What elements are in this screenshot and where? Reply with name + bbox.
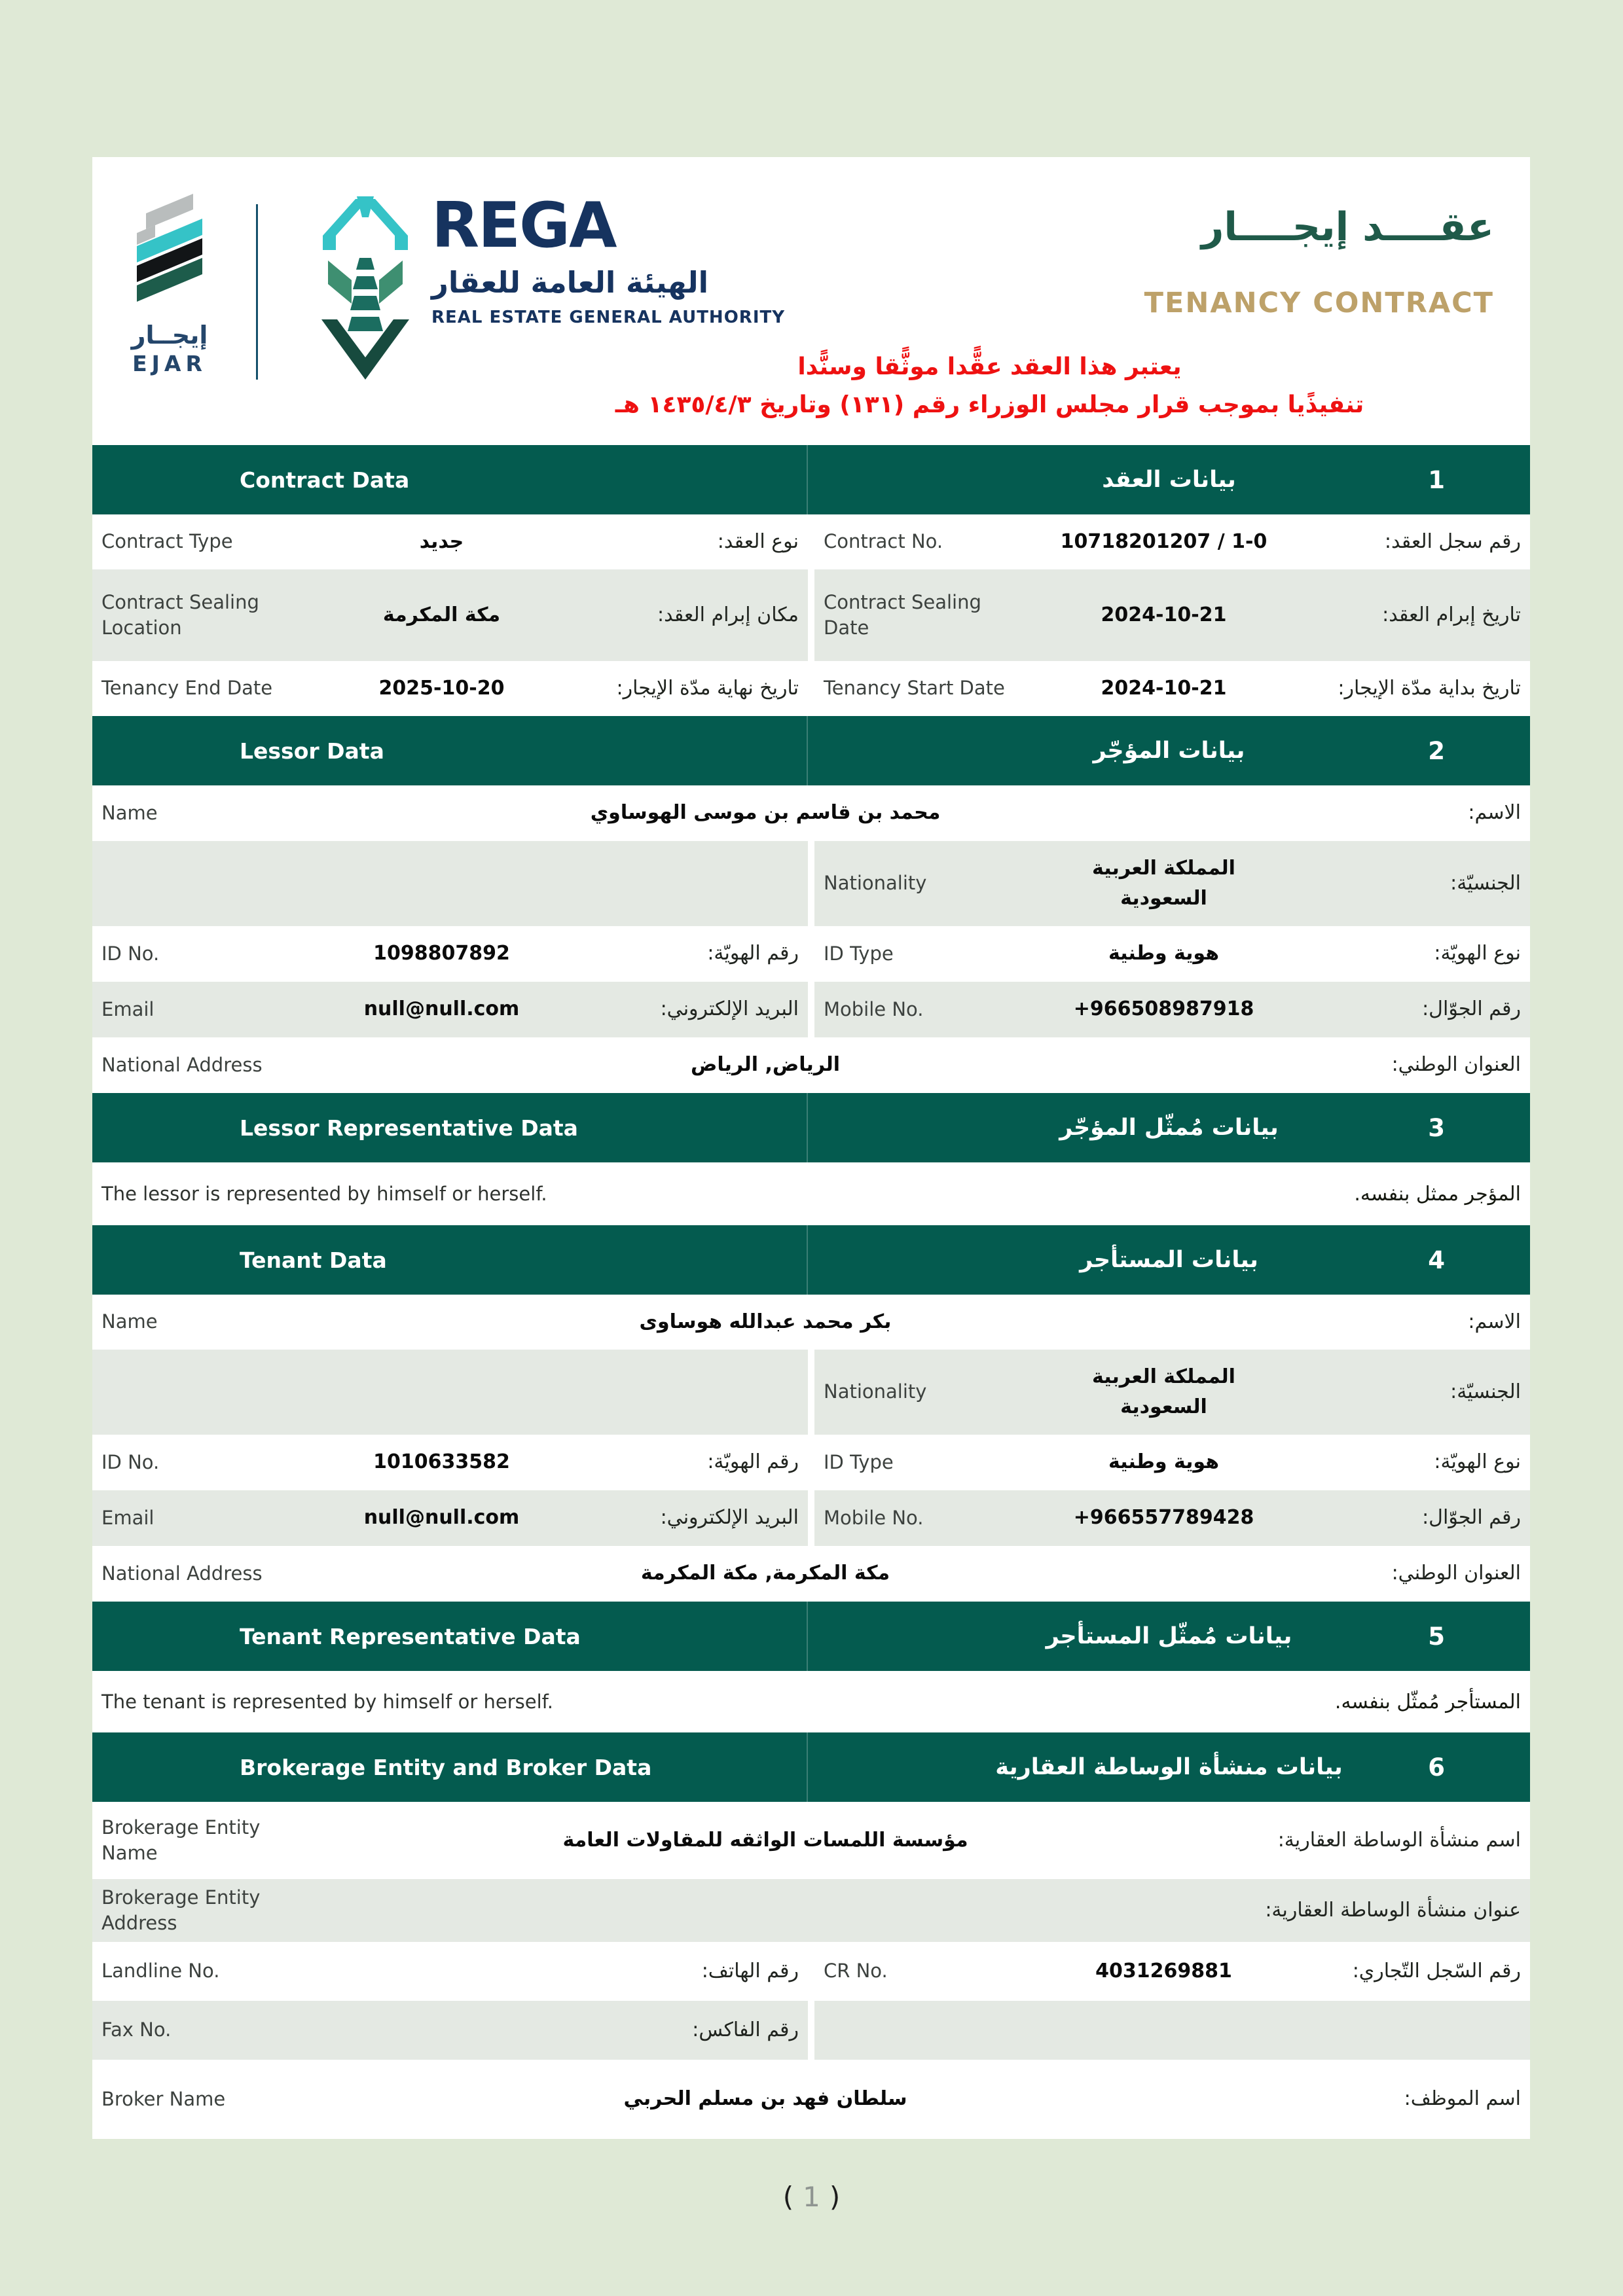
row-brokerage-entity-name [92,1802,1530,1879]
value-lessor-email: null@null.com [363,997,520,1021]
legal-notice-line2: تنفيذًيا بموجب قرار مجلس الوزراء رقم (١٣١) وتاريخ ١٤٣٥/٤/٣ هـ [615,391,1364,418]
label-lessor-address-ar: العنوان الوطني: [1391,1053,1521,1077]
value-tenant-email: null@null.com [363,1506,520,1530]
label-contract-type-ar: نوع العقد: [717,529,799,553]
section-header-tenant-data [92,1225,1530,1295]
section-header-contract-data [92,445,1530,514]
section-number: 3 [1428,1113,1445,1142]
legal-notice-line1: يعتبر هذا العقد عقًّدا موثًّقا وسنًّدا [797,353,1182,380]
section-title-ar: بيانات منشأة الوساطة العقارية [995,1754,1343,1780]
ejar-logo [124,191,215,376]
section-title-ar: بيانات مُمثّل المستأجر [1046,1623,1292,1649]
lessor-rep-note-en: The lessor is represented by himself or herself. [101,1183,547,1205]
row-lessor-contact [92,982,1530,1037]
label-landline-en: Landline No. [101,1960,220,1982]
label-lessor-idno-en: ID No. [101,942,160,965]
label-crno-ar: رقم السّجل التّجاري: [1352,1959,1521,1982]
row-fax [92,2001,1530,2060]
label-broker-name-ar: اسم الموظف: [1404,2087,1521,2111]
value-contract-type: جديد [419,529,464,553]
section-number: 2 [1428,736,1445,765]
label-start-date-en: Tenancy Start Date [824,677,1005,700]
row-broker-name [92,2060,1530,2139]
value-tenant-mobile: +966557789428 [1073,1506,1254,1530]
document-titles [1144,204,1494,319]
label-crno-en: CR No. [824,1960,888,1982]
label-lessor-email-en: Email [101,997,155,1020]
section-title-en: Brokerage Entity and Broker Data [240,1754,652,1780]
row-lessor-national-address [92,1037,1530,1093]
label-tenant-email-ar: البريد الإلكتروني: [660,1506,799,1530]
label-broker-name-en: Broker Name [101,2087,226,2110]
value-tenant-idtype: هوية وطنية [1108,1450,1220,1474]
label-lessor-mobile-en: Mobile No. [824,997,924,1020]
value-end-date: 2025-10-20 [378,676,505,700]
label-fax-ar: رقم الفاكس: [692,2018,799,2041]
value-contract-no: 10718201207 / 1-0 [1060,529,1267,553]
label-lessor-idno-ar: رقم الهويّة: [707,942,799,965]
row-tenant-representative-note [92,1671,1530,1732]
value-lessor-name: محمد بن قاسم بن موسى الهوساوي [590,801,941,825]
value-lessor-address: الرياض, الرياض [690,1053,841,1077]
label-lessor-name-ar: الاسم: [1468,801,1521,825]
row-contract-sealing [92,569,1530,661]
row-tenant-name [92,1295,1530,1350]
page-footer [0,2181,1623,2213]
label-tenant-idno-en: ID No. [101,1450,160,1473]
label-brokerage-address-en: Brokerage Entity Address [101,1886,261,1934]
rega-logo-arabic: الهيئة العامة للعقار [431,265,709,300]
row-lessor-nationality [92,841,1530,926]
rega-logo-latin: REGA [431,190,616,262]
row-contract-type-no [92,514,1530,569]
page-number: 1 [803,2181,820,2213]
value-lessor-idno: 1098807892 [373,942,510,965]
value-lessor-nationality: المملكة العربية السعودية [1092,856,1235,910]
value-broker-name: سلطان فهد بن مسلم الحربي [623,2087,907,2111]
row-tenant-id [92,1435,1530,1490]
value-lessor-mobile: +966508987918 [1073,997,1254,1021]
row-lessor-id [92,926,1530,982]
document-header [92,157,1530,445]
label-tenant-nationality-en: Nationality [824,1380,927,1403]
label-contract-no-en: Contract No. [824,530,943,553]
label-brokerage-name-en: Brokerage Entity Name [101,1816,261,1864]
section-title-en: Tenant Representative Data [240,1623,581,1649]
label-lessor-nationality-en: Nationality [824,872,927,895]
label-tenant-email-en: Email [101,1506,155,1529]
label-lessor-name-en: Name [101,801,158,824]
section-title-ar: بيانات المؤجّر [1093,738,1245,764]
value-brokerage-name: مؤسسة اللمسات الواثقه للمقاولات العامة [562,1828,968,1852]
section-header-tenant-representative [92,1602,1530,1671]
label-lessor-address-en: National Address [101,1053,263,1076]
label-tenant-idtype-ar: نوع الهويّة: [1434,1450,1521,1474]
section-number: 5 [1428,1622,1445,1651]
section-number: 1 [1428,465,1445,494]
legal-notice [485,348,1494,424]
label-landline-ar: رقم الهاتف: [701,1959,799,1982]
value-lessor-idtype: هوية وطنية [1108,942,1220,965]
label-brokerage-address-ar: عنوان منشأة الوساطة العقارية: [1265,1898,1521,1922]
value-tenant-address: مكة المكرمة, مكة المكرمة [640,1562,890,1585]
value-tenant-idno: 1010633582 [373,1450,510,1474]
label-lessor-idtype-en: ID Type [824,942,894,965]
section-title-en: Tenant Data [240,1247,387,1273]
label-sealing-date-ar: تاريخ إبرام العقد: [1382,603,1521,626]
section-title-ar: بيانات المستأجر [1080,1247,1258,1273]
section-title-en: Lessor Representative Data [240,1115,578,1141]
value-crno: 4031269881 [1095,1959,1232,1982]
label-lessor-email-ar: البريد الإلكتروني: [660,997,799,1021]
section-number: 6 [1428,1753,1445,1782]
label-tenant-mobile-ar: رقم الجوّال: [1422,1506,1521,1530]
label-end-date-en: Tenancy End Date [101,677,273,700]
label-fax-en: Fax No. [101,2018,172,2041]
label-lessor-mobile-ar: رقم الجوّال: [1422,997,1521,1021]
section-number: 4 [1428,1246,1445,1274]
document-title-english: TENANCY CONTRACT [1144,287,1494,319]
row-tenant-national-address [92,1546,1530,1602]
value-sealing-location: مكة المكرمة [382,603,501,626]
value-tenant-nationality: المملكة العربية السعودية [1092,1365,1235,1418]
section-title-en: Lessor Data [240,738,384,764]
document-title-arabic: عقــــد إيجــــار [1201,204,1494,250]
ejar-logo-latin: EJAR [132,351,207,376]
lessor-rep-note-ar: المؤجر ممثل بنفسه. [1354,1182,1521,1206]
rega-logo-subtitle: REAL ESTATE GENERAL AUTHORITY [431,308,786,327]
label-contract-type-en: Contract Type [101,530,233,553]
ejar-logo-icon [133,191,206,314]
ejar-logo-arabic: إيجــار [131,321,208,350]
value-sealing-date: 2024-10-21 [1101,603,1227,626]
logo-separator [256,204,258,380]
label-tenant-idtype-en: ID Type [824,1450,894,1473]
section-title-en: Contract Data [240,467,410,493]
section-title-ar: بيانات العقد [1102,467,1236,493]
row-tenant-contact [92,1490,1530,1546]
label-tenant-name-en: Name [101,1310,158,1333]
section-header-brokerage [92,1732,1530,1802]
label-tenant-address-ar: العنوان الوطني: [1391,1562,1521,1585]
label-sealing-location-en: Contract Sealing Location [101,590,259,639]
row-lessor-name [92,785,1530,841]
label-contract-no-ar: رقم سجل العقد: [1384,529,1521,553]
section-title-ar: بيانات مُمثّل المؤجّر [1059,1115,1279,1141]
label-lessor-nationality-ar: الجنسيّة: [1450,871,1521,895]
section-header-lessor-representative [92,1093,1530,1162]
tenant-rep-note-en: The tenant is represented by himself or herself. [101,1691,553,1713]
section-header-lessor-data [92,716,1530,785]
label-tenant-address-en: National Address [101,1562,263,1585]
row-brokerage-entity-address [92,1879,1530,1942]
value-tenant-name: بكر محمد عبدالله هوساوى [639,1310,892,1333]
page-paren-close: ) [829,2181,841,2213]
row-landline-cr [92,1942,1530,2001]
row-tenant-nationality [92,1350,1530,1435]
rega-logo-icon [314,195,417,380]
label-start-date-ar: تاريخ بداية مدّة الإيجار: [1338,676,1521,700]
label-tenant-nationality-ar: الجنسيّة: [1450,1380,1521,1403]
label-tenant-name-ar: الاسم: [1468,1310,1521,1333]
page-paren-open: ( [782,2181,794,2213]
label-tenant-mobile-en: Mobile No. [824,1506,924,1529]
tenant-rep-note-ar: المستأجر مُمثّل بنفسه. [1334,1690,1521,1713]
label-lessor-idtype-ar: نوع الهويّة: [1434,942,1521,965]
value-start-date: 2024-10-21 [1101,676,1227,700]
label-end-date-ar: تاريخ نهاية مدّة الإيجار: [616,676,799,700]
label-brokerage-name-ar: اسم منشأة الوساطة العقارية: [1277,1828,1521,1852]
label-sealing-location-ar: مكان إبرام العقد: [657,603,799,626]
row-tenancy-dates [92,661,1530,716]
contract-document-card [92,157,1530,2139]
label-sealing-date-en: Contract Sealing Date [824,590,981,639]
label-tenant-idno-ar: رقم الهويّة: [707,1450,799,1474]
row-lessor-representative-note [92,1162,1530,1225]
